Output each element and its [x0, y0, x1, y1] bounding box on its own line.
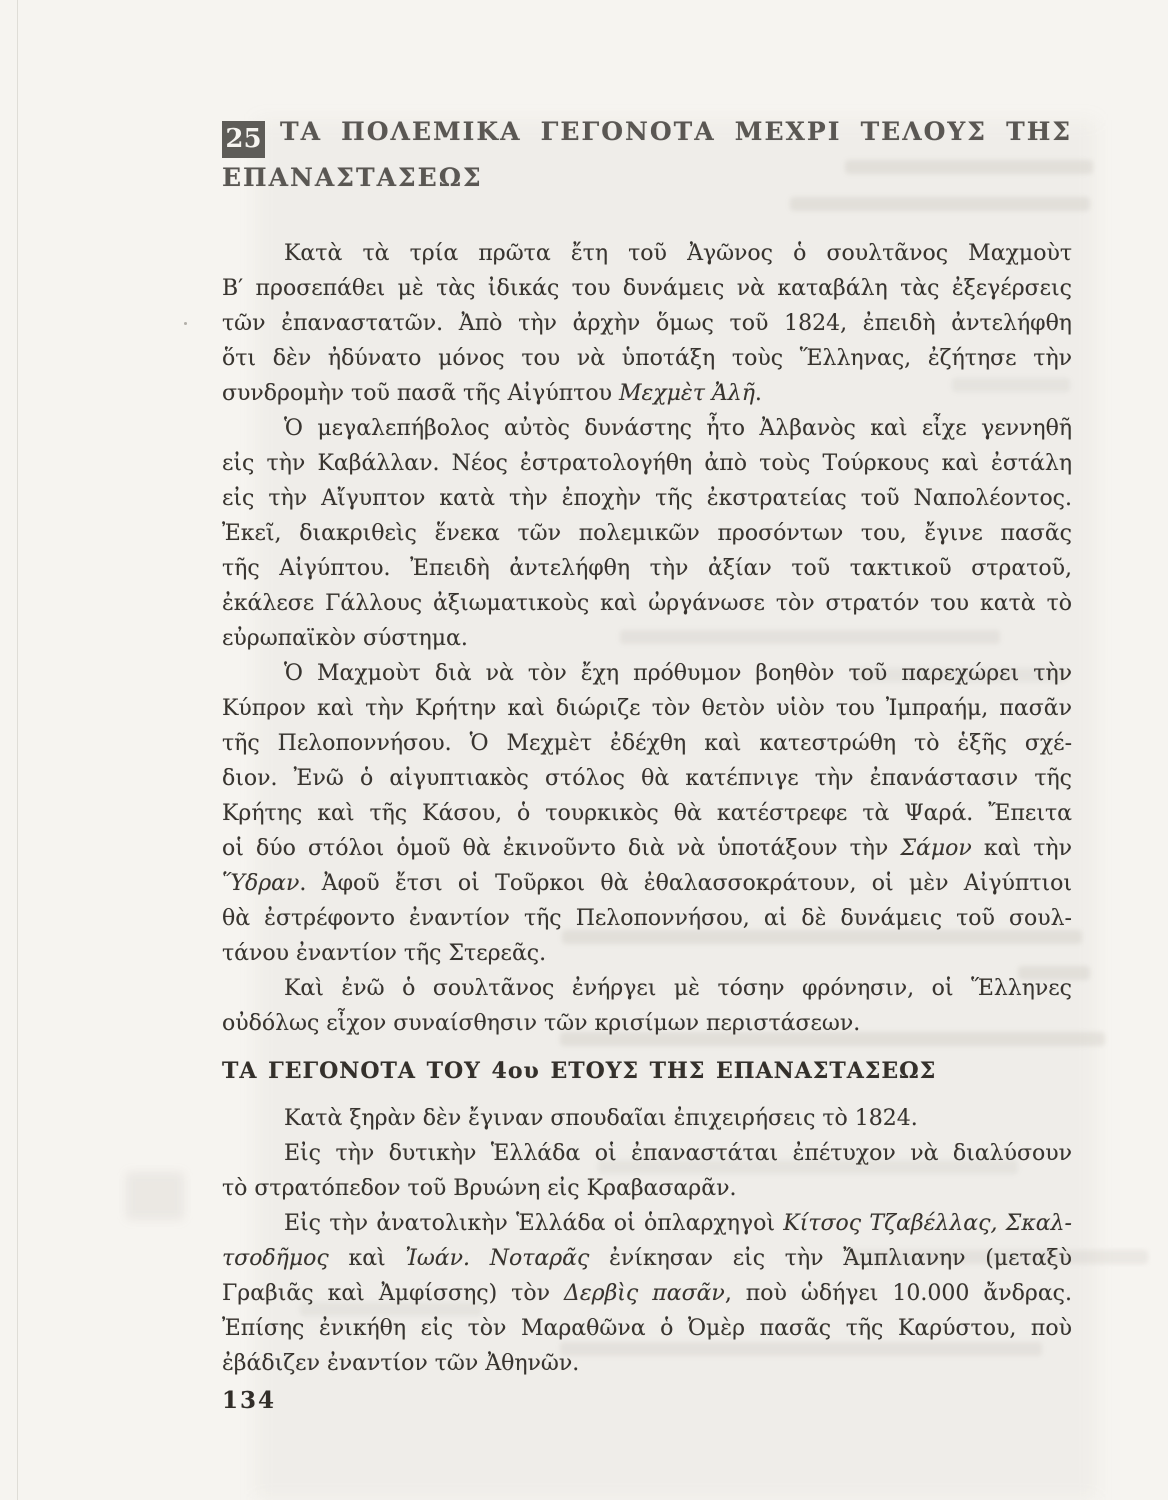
- text-line: ὅτι δὲν ἠδύνατο μόνος του νὰ ὑποτάξη τοὺς Ἕλληνας, ἐζήτησε τὴν: [222, 346, 1072, 371]
- paragraph: [222, 1136, 1072, 1206]
- text-line: Κατὰ τὰ τρία πρῶτα ἔτη τοῦ Ἀγῶνος ὁ σουλτᾶνος Μαχμοὺτ: [284, 241, 1072, 266]
- text-line: ἐβάδιζεν ἐναντίον τῶν Ἀθηνῶν.: [222, 1351, 580, 1376]
- text-line: οὐδόλως εἶχον συναίσθησιν τῶν κρισίμων περιστάσεων.: [222, 1011, 861, 1036]
- paragraph: [222, 1206, 1072, 1381]
- chapter-title-text: ΤΑ ΠΟΛΕΜΙΚΑ ΓΕΓΟΝΟΤΑ ΜΕΧΡΙ ΤΕΛΟΥΣ ΤΗΣ ΕΠΑΝΑΣΤΑΣΕΩΣ: [222, 117, 1072, 192]
- text-line: εὐρωπαϊκὸν σύστημα.: [222, 626, 468, 651]
- paragraph: [222, 411, 1072, 656]
- text-line: τὸ στρατόπεδον τοῦ Βρυώνη εἰς Κραβασαρᾶν.: [222, 1176, 737, 1201]
- text-line: διον. Ἐνῶ ὁ αἰγυπτιακὸς στόλος θὰ κατέπνιγε τὴν ἐπανάστασιν τῆς: [222, 766, 1072, 791]
- text-line: συνδρομὴν τοῦ πασᾶ τῆς Αἰγύπτου Μεχμὲτ Ἀλῆ.: [222, 381, 762, 406]
- text-line: θὰ ἐστρέφοντο ἐναντίον τῆς Πελοποννήσου, αἱ δὲ δυνάμεις τοῦ σουλ-: [222, 906, 1072, 931]
- text-line: οἱ δύο στόλοι ὁμοῦ θὰ ἐκινοῦντο διὰ νὰ ὑποτάξουν τὴν Σάμον καὶ τὴν: [222, 836, 1072, 861]
- paragraph: [222, 1101, 1072, 1136]
- text-line: Ὕδραν. Ἀφοῦ ἔτσι οἱ Τοῦρκοι θὰ ἐθαλασσοκράτουν, οἱ μὲν Αἰγύπτιοι: [222, 871, 1072, 896]
- text-line: Εἰς τὴν ἀνατολικὴν Ἑλλάδα οἱ ὁπλαρχηγοὶ Κίτσος Τζαβέλλας, Σκαλ-: [284, 1211, 1072, 1236]
- page-number: 134: [222, 1387, 277, 1414]
- text-line: Κατὰ ξηρὰν δὲν ἔγιναν σπουδαῖαι ἐπιχειρήσεις τὸ 1824.: [284, 1106, 918, 1131]
- text-line: Κύπρον καὶ τὴν Κρήτην καὶ διώριζε τὸν θετὸν υἱὸν του Ἰμπραήμ, πασᾶν: [222, 696, 1072, 721]
- scan-edge-line: [17, 0, 18, 1500]
- section-heading: ΤΑ ΓΕΓΟΝΟΤΑ ΤΟΥ 4ου ΕΤΟΥΣ ΤΗΣ ΕΠΑΝΑΣΤΑΣΕΩΣ: [222, 1058, 937, 1084]
- text-line: ἐκάλεσε Γάλλους ἀξιωματικοὺς καὶ ὠργάνωσε τὸν στρατόν του κατὰ τὸ: [222, 591, 1072, 616]
- bleed-through-artifact: [126, 1172, 184, 1220]
- chapter-title: [222, 112, 1072, 198]
- paragraph: [222, 656, 1072, 971]
- text-line: τάνου ἐναντίον τῆς Στερεᾶς.: [222, 941, 547, 966]
- paragraph: [222, 971, 1072, 1041]
- text-column: [222, 112, 1072, 1381]
- text-line: Ἐπίσης ἐνικήθη εἰς τὸν Μαραθῶνα ὁ Ὀμὲρ πασᾶς τῆς Καρύστου, ποὺ: [222, 1316, 1072, 1341]
- body-blocks: [222, 236, 1072, 1381]
- text-line: τῶν ἐπαναστατῶν. Ἀπὸ τὴν ἀρχὴν ὅμως τοῦ 1824, ἐπειδὴ ἀντελήφθη: [222, 311, 1072, 336]
- text-line: τσοδῆμος καὶ Ἰωάν. Νοταρᾶς ἐνίκησαν εἰς τὴν Ἄμπλιανην (μεταξὺ: [222, 1246, 1072, 1271]
- text-line: εἰς τὴν Καβάλλαν. Νέος ἐστρατολογήθη ἀπὸ τοὺς Τούρκους καὶ ἐστάλη: [222, 451, 1072, 476]
- text-line: Ὁ μεγαλεπήβολος αὐτὸς δυνάστης ἦτο Ἀλβανὸς καὶ εἶχε γεννηθῆ: [284, 416, 1072, 441]
- text-line: Ὁ Μαχμοὺτ διὰ νὰ τὸν ἔχη πρόθυμον βοηθὸν τοῦ παρεχώρει τὴν: [284, 661, 1072, 686]
- text-line: τῆς Αἰγύπτου. Ἐπειδὴ ἀντελήφθη τὴν ἀξίαν τοῦ τακτικοῦ στρατοῦ,: [222, 556, 1072, 581]
- text-line: Καὶ ἐνῶ ὁ σουλτᾶνος ἐνήργει μὲ τόσην φρόνησιν, οἱ Ἕλληνες: [284, 976, 1072, 1001]
- text-line: Εἰς τὴν δυτικὴν Ἑλλάδα οἱ ἐπαναστάται ἐπέτυχον νὰ διαλύσουν: [284, 1141, 1072, 1166]
- paragraph: [222, 236, 1072, 411]
- text-line: τῆς Πελοποννήσου. Ὁ Μεχμὲτ ἐδέχθη καὶ κατεστρώθη τὸ ἑξῆς σχέ-: [222, 731, 1072, 756]
- chapter-number-badge: 25: [222, 121, 265, 158]
- text-line: Ἐκεῖ, διακριθεὶς ἕνεκα τῶν πολεμικῶν προσόντων του, ἔγινε πασᾶς: [222, 521, 1072, 546]
- text-line: Γραβιᾶς καὶ Ἀμφίσσης) τὸν Δερβὶς πασᾶν, ποὺ ὡδήγει 10.000 ἄνδρας.: [222, 1281, 1072, 1306]
- text-line: εἰς τὴν Αἴγυπτον κατὰ τὴν ἐποχὴν τῆς ἐκστρατείας τοῦ Ναπολέοντος.: [222, 486, 1072, 511]
- text-line: Β′ προσεπάθει μὲ τὰς ἰδικάς του δυνάμεις νὰ καταβάλη τὰς ἐξεγέρσεις: [222, 276, 1072, 301]
- scan-speck: [184, 322, 187, 325]
- text-line: Κρήτης καὶ τῆς Κάσου, ὁ τουρκικὸς θὰ κατέστρεφε τὰ Ψαρά. Ἔπειτα: [222, 801, 1072, 826]
